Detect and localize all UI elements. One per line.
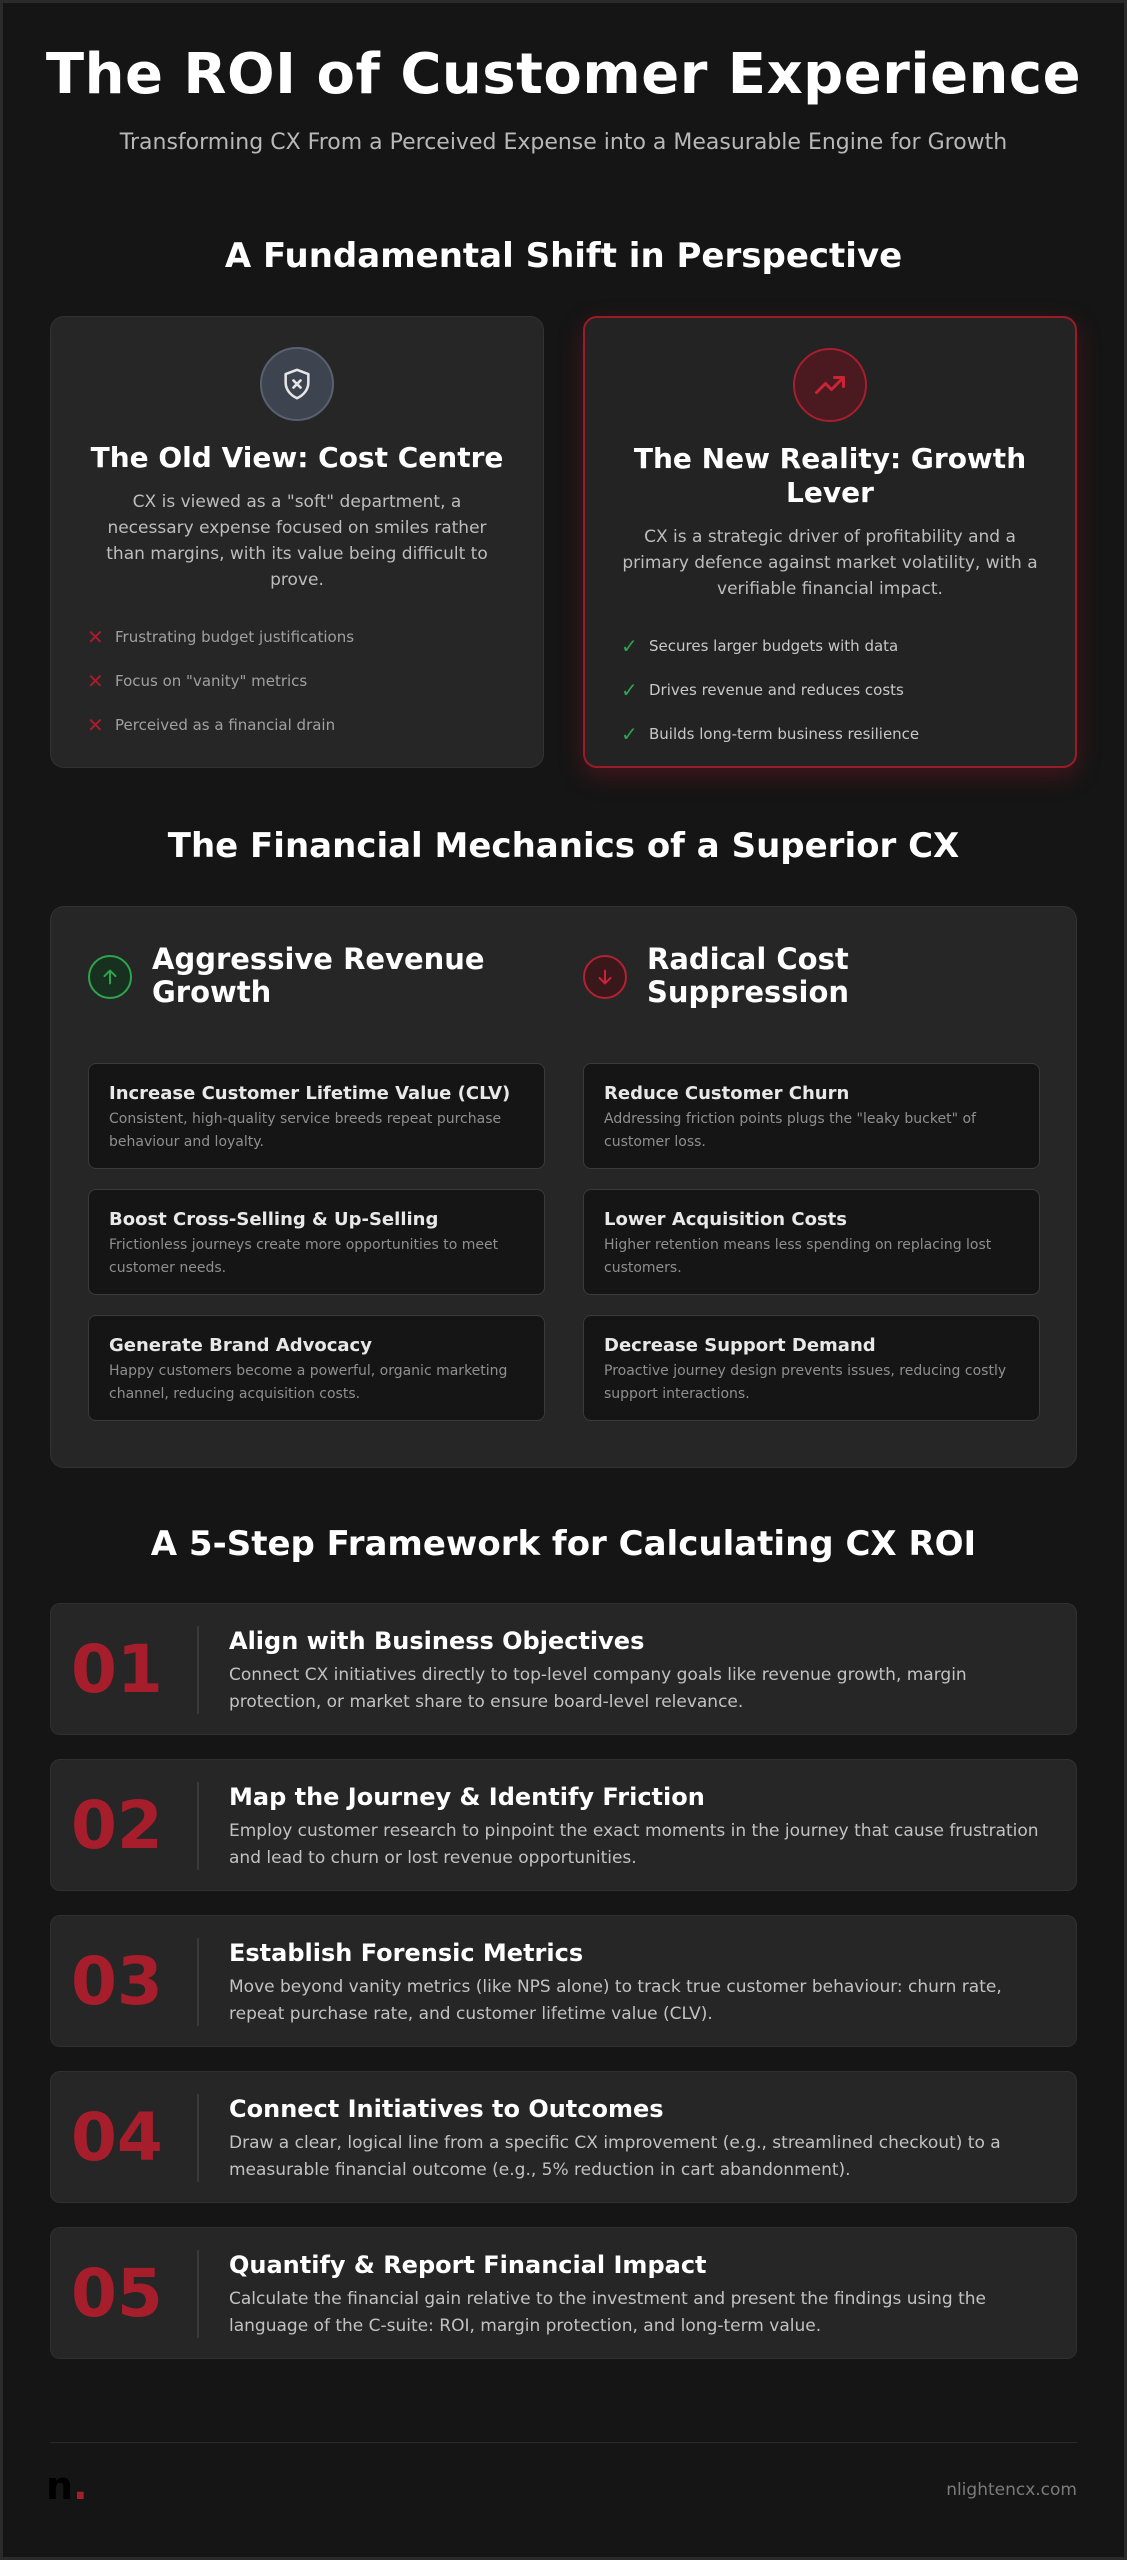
- mechanics-item: Decrease Support Demand Proactive journey design prevents issues, reducing costly support interactions.: [583, 1315, 1040, 1421]
- framework-section-title: A 5-Step Framework for Calculating CX ROI: [150, 1524, 977, 1564]
- footer-url: nlightencx.com: [946, 2480, 1077, 2500]
- old-view-description: CX is viewed as a "soft" department, a necessary expense focused on smiles rather than margins, with its value being difficult to prove.: [106, 492, 488, 590]
- footer-divider: [50, 2442, 1077, 2443]
- step-divider: [197, 1938, 199, 2026]
- step-description: Draw a clear, logical line from a specific CX improvement (e.g., streamlined checkout) to a measurable financial outcome (e.g., 5% reduction in cart abandonment).: [229, 2133, 1001, 2180]
- step-title: Connect Initiatives to Outcomes: [229, 2095, 664, 2123]
- page-title: The ROI of Customer Experience: [45, 42, 1082, 107]
- new-reality-title: The New Reality: Growth Lever: [633, 442, 1027, 509]
- step-title: Map the Journey & Identify Friction: [229, 1783, 705, 1811]
- old-view-bullets: [87, 615, 507, 747]
- cost-header: [583, 943, 1040, 1043]
- list-item: ✓ Secures larger budgets with data: [621, 634, 899, 658]
- list-item: ✓ Drives revenue and reduces costs: [621, 678, 904, 702]
- step-divider: [197, 1626, 199, 1714]
- new-reality-description: CX is a strategic driver of profitability and a primary defence against market volatility, with a verifiable financial impact.: [622, 527, 1038, 599]
- list-item: ✕ Perceived as a financial drain: [87, 713, 336, 737]
- check-icon: ✓: [621, 722, 638, 746]
- list-item: ✕ Frustrating budget justifications: [87, 625, 355, 649]
- new-reality-card: [583, 316, 1077, 768]
- revenue-column: [88, 943, 545, 1421]
- step-title: Quantify & Report Financial Impact: [229, 2251, 707, 2279]
- revenue-title: Aggressive Revenue Growth: [152, 942, 485, 1009]
- header: [0, 42, 1127, 158]
- step-description: Move beyond vanity metrics (like NPS alone) to track true customer behaviour: churn rate, repeat purchase rate, and customer lifetime value (CLV).: [229, 1977, 1002, 2024]
- list-item: ✓ Builds long-term business resilience: [621, 722, 920, 746]
- cost-column: [583, 943, 1040, 1421]
- trending-up-icon: [793, 348, 867, 422]
- revenue-header: [88, 943, 545, 1043]
- mechanics-item: Increase Customer Lifetime Value (CLV) Consistent, high-quality service breeds repeat purchase behaviour and loyalty.: [88, 1063, 545, 1169]
- step-card: [50, 2071, 1077, 2203]
- step-number: 01: [71, 1631, 163, 1708]
- step-title: Align with Business Objectives: [229, 1627, 645, 1655]
- arrow-up-icon: [88, 955, 132, 999]
- mechanics-item: Lower Acquisition Costs Higher retention means less spending on replacing lost customers.: [583, 1189, 1040, 1295]
- arrow-down-icon: [583, 955, 627, 999]
- old-view-card: [50, 316, 544, 768]
- step-number: 05: [71, 2255, 163, 2332]
- step-description: Employ customer research to pinpoint the exact moments in the journey that cause frustration and lead to churn or lost revenue opportunities.: [229, 1821, 1039, 1868]
- new-reality-bullets: [621, 624, 1039, 756]
- step-number: 04: [71, 2099, 163, 2176]
- x-icon: ✕: [87, 669, 104, 693]
- check-icon: ✓: [621, 634, 638, 658]
- mechanics-item: Generate Brand Advocacy Happy customers become a powerful, organic marketing channel, reducing acquisition costs.: [88, 1315, 545, 1421]
- step-card: [50, 1759, 1077, 1891]
- x-icon: ✕: [87, 625, 104, 649]
- step-divider: [197, 2094, 199, 2182]
- check-icon: ✓: [621, 678, 638, 702]
- page-subtitle: Transforming CX From a Perceived Expense into a Measurable Engine for Growth: [119, 130, 1008, 155]
- step-divider: [197, 2250, 199, 2338]
- cost-title: Radical Cost Suppression: [647, 942, 850, 1009]
- step-divider: [197, 1782, 199, 1870]
- mechanics-item: Reduce Customer Churn Addressing friction points plugs the "leaky bucket" of customer loss.: [583, 1063, 1040, 1169]
- step-title: Establish Forensic Metrics: [229, 1939, 584, 1967]
- brand-logo: n.: [46, 2464, 88, 2508]
- mechanics-item: Boost Cross-Selling & Up-Selling Frictionless journeys create more opportunities to meet customer needs.: [88, 1189, 545, 1295]
- step-card: [50, 1915, 1077, 2047]
- step-description: Calculate the financial gain relative to the investment and present the findings using the language of the C-suite: ROI, margin protection, and long-term value.: [229, 2289, 986, 2336]
- x-icon: ✕: [87, 713, 104, 737]
- old-view-title: The Old View: Cost Centre: [90, 441, 504, 474]
- list-item: ✕ Focus on "vanity" metrics: [87, 669, 308, 693]
- mechanics-section-title: The Financial Mechanics of a Superior CX: [167, 826, 960, 866]
- step-card: [50, 1603, 1077, 1735]
- step-number: 03: [71, 1943, 163, 2020]
- step-number: 02: [71, 1787, 163, 1864]
- perspective-section-title: A Fundamental Shift in Perspective: [224, 236, 903, 276]
- step-description: Connect CX initiatives directly to top-level company goals like revenue growth, margin protection, or market share to ensure board-level relevance.: [229, 1665, 967, 1712]
- mechanics-panel: [50, 906, 1077, 1468]
- shield-x-icon: [260, 347, 334, 421]
- step-card: [50, 2227, 1077, 2359]
